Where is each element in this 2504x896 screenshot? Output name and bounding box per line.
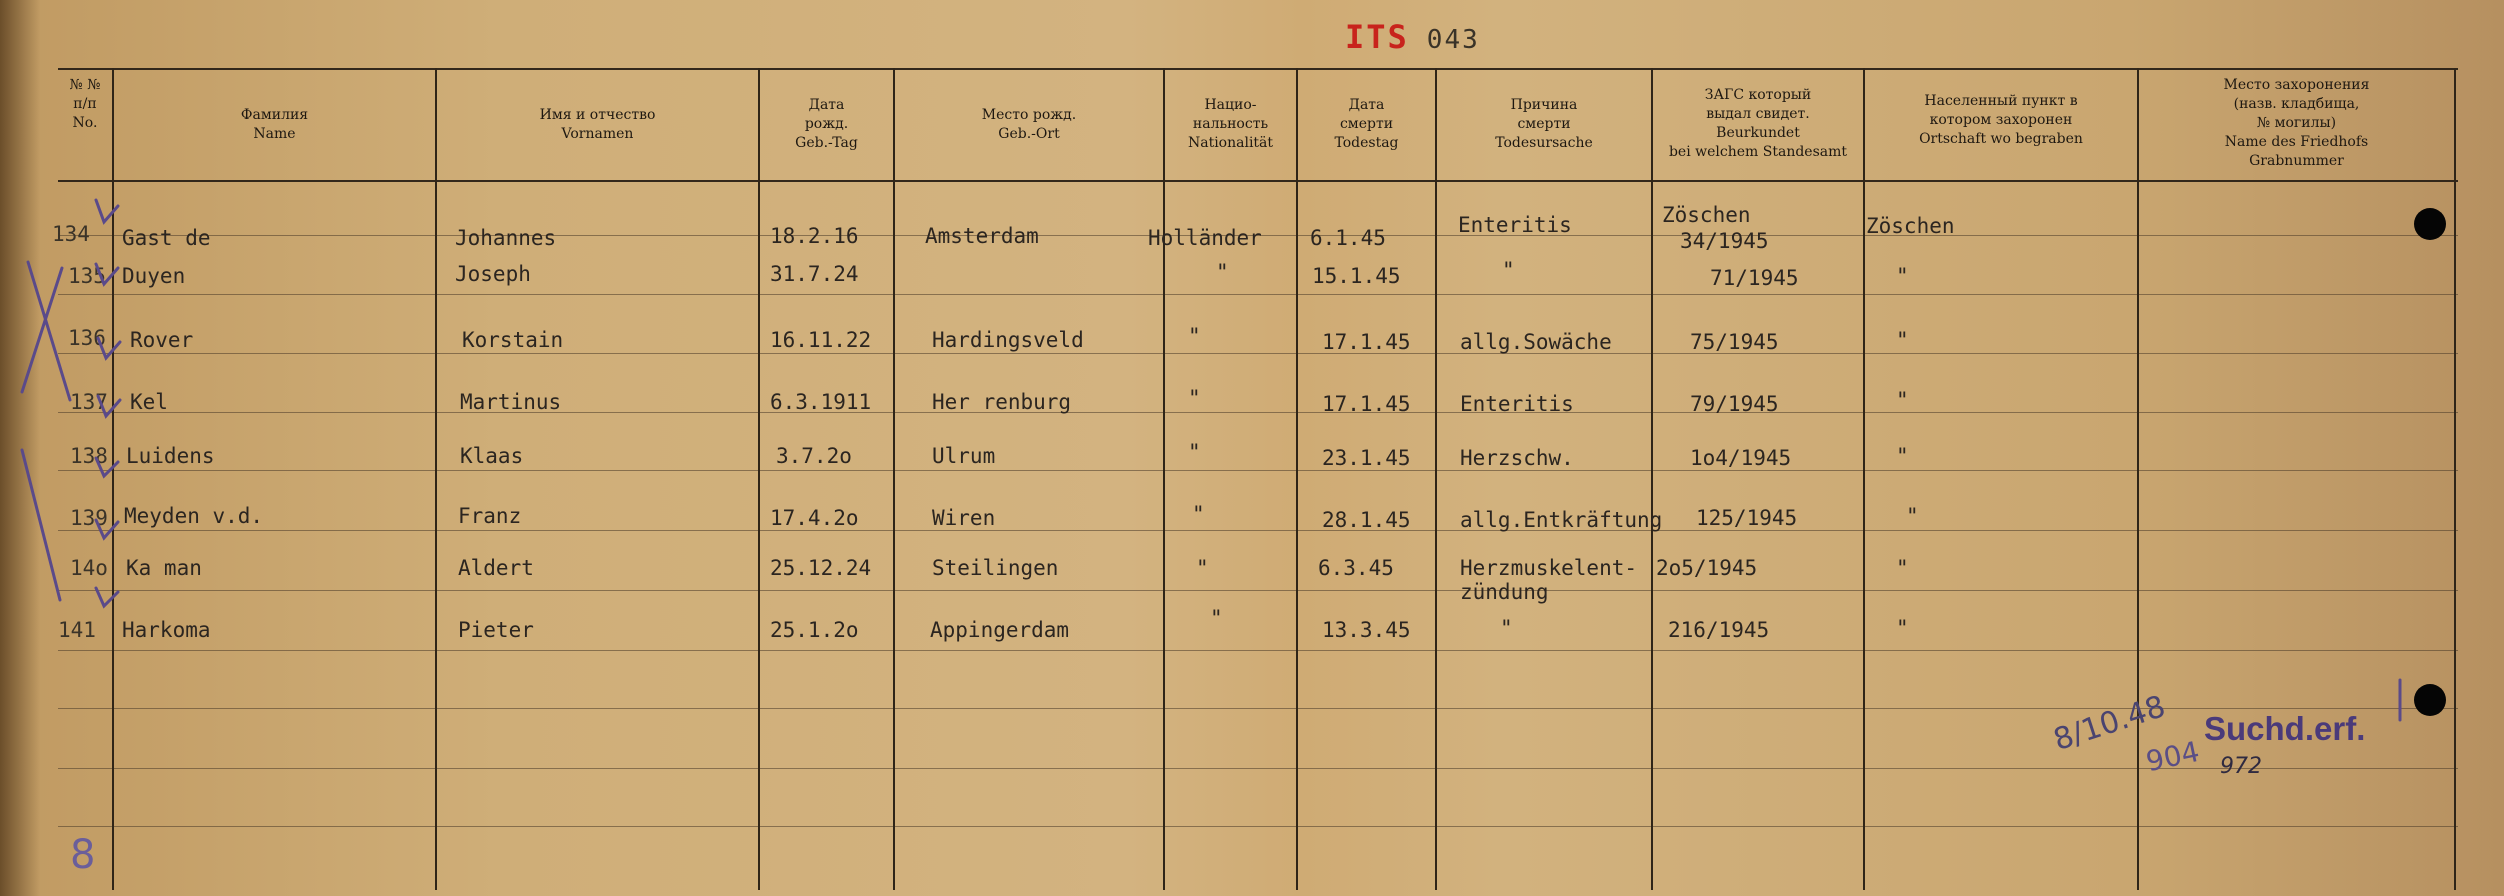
header-death-date-de: Todestag (1334, 135, 1399, 151)
row-buried: Zöschen (1866, 214, 1955, 238)
row-buried: " (1896, 388, 1909, 412)
row-surname: Duyen (122, 264, 186, 288)
row-nationality: " (1188, 440, 1201, 464)
row-number: 137 (70, 390, 108, 414)
row-nationality: " (1192, 502, 1205, 526)
row-buried: " (1896, 444, 1909, 468)
suchd-erf-stamp: Suchd.erf. (2204, 710, 2366, 747)
row-number: 141 (58, 618, 96, 642)
row-birth-date: 31.7.24 (770, 262, 859, 286)
row-firstname: Korstain (462, 328, 564, 352)
row-birth-place: Ulrum (932, 444, 996, 468)
row-cause: Enteritis (1460, 392, 1574, 416)
row-birth-place: Her renburg (932, 390, 1072, 414)
check-mark-icon (96, 588, 118, 606)
row-registry: 34/1945 (1680, 229, 1769, 253)
row-buried: " (1906, 504, 1919, 528)
row-number: 14o (70, 556, 108, 580)
row-nationality: " (1216, 260, 1229, 284)
row-cause: Enteritis (1458, 213, 1572, 237)
header-grave-de: Name des Friedhofs Grabnummer (2224, 134, 2369, 169)
header-firstname-de: Vornamen (561, 126, 634, 142)
row-surname: Ka man (126, 556, 202, 580)
row-nationality: " (1196, 556, 1209, 580)
row-registry: 79/1945 (1690, 392, 1779, 416)
row-death-date: 23.1.45 (1322, 446, 1411, 470)
check-mark-icon (96, 200, 118, 222)
check-mark-icon (98, 338, 120, 358)
header-no-ru: № № п/п (69, 77, 101, 112)
cross-out-stroke (22, 268, 62, 392)
row-number: 139 (70, 506, 108, 530)
row-birth-place: Wiren (932, 506, 996, 530)
header-burial-place-ru: Населенный пункт в котором захоронен (1924, 93, 2078, 128)
header-name-de: Name (253, 126, 296, 142)
header-nationality-de: Nationalität (1187, 135, 1274, 151)
row-number: 134 (52, 222, 90, 246)
row-surname: Kel (130, 390, 168, 414)
its-stamp-label: ITS (1345, 18, 1409, 56)
row-birth-date: 3.7.2o (776, 444, 852, 468)
row-firstname: Johannes (455, 226, 557, 250)
header-birth-place-ru: Место рожд. (981, 107, 1077, 123)
row-cause: Herzmuskelent- zündung (1460, 556, 1638, 604)
row-nationality: Holländer (1148, 226, 1262, 250)
row-birth-place: Hardingsveld (932, 328, 1084, 352)
handwritten-date: 8/10.48 (2049, 689, 2170, 758)
row-birth-place: Appingerdam (930, 618, 1070, 642)
row-birth-date: 17.4.2o (770, 506, 859, 530)
header-no-de: No. (72, 115, 98, 131)
row-death-date: 13.3.45 (1322, 618, 1411, 642)
cross-out-stroke (28, 262, 70, 400)
row-number: 138 (70, 444, 108, 468)
row-firstname: Martinus (460, 390, 562, 414)
check-mark-icon (96, 520, 118, 538)
row-birth-date: 16.11.22 (770, 328, 872, 352)
header-name-ru: Фамилия (240, 107, 309, 123)
header-registry-de: Beurkundet bei welchem Standesamt (1668, 125, 1848, 160)
row-number: 135 (68, 264, 106, 288)
check-mark-icon (96, 264, 118, 284)
row-death-date: 17.1.45 (1322, 392, 1411, 416)
cross-out-stroke (22, 450, 60, 600)
punch-hole (2414, 208, 2446, 240)
row-buried: " (1896, 616, 1909, 640)
row-cause: allg.Sowäche (1460, 330, 1612, 354)
row-birth-date: 18.2.16 (770, 224, 859, 248)
handwritten-corner-mark: 8 (70, 832, 96, 878)
punch-hole (2414, 684, 2446, 716)
handwritten-972: 972 (2220, 754, 2262, 779)
row-registry: 125/1945 (1696, 506, 1798, 530)
row-cause: " (1502, 258, 1515, 282)
row-death-date: 15.1.45 (1312, 264, 1401, 288)
row-nationality: " (1188, 386, 1201, 410)
row-surname: Gast de (122, 226, 211, 250)
row-surname: Luidens (126, 444, 215, 468)
row-birth-date: 25.1.2o (770, 618, 859, 642)
row-registry: 75/1945 (1690, 330, 1779, 354)
handwritten-904: 904 (2143, 734, 2203, 779)
row-registry-place: Zöschen (1662, 203, 1751, 227)
row-death-date: 6.3.45 (1318, 556, 1394, 580)
row-buried: " (1896, 264, 1909, 288)
row-nationality: " (1188, 324, 1201, 348)
header-burial-place-de: Ortschaft wo begraben (1919, 131, 2083, 147)
header-cause-ru: Причина смерти (1510, 97, 1578, 132)
row-firstname: Klaas (460, 444, 524, 468)
row-registry: 2o5/1945 (1656, 556, 1758, 580)
row-surname: Rover (130, 328, 194, 352)
row-cause: allg.Entkräftung (1460, 508, 1663, 532)
its-stamp-number: 043 (1426, 25, 1480, 55)
row-registry: 71/1945 (1710, 266, 1799, 290)
header-registry-ru: ЗАГС который выдал свидет. (1704, 87, 1812, 122)
header-grave-ru: Место захоронения (назв. кладбища, № могилы) (2223, 77, 2370, 131)
header-nationality-ru: Нацио- нальность (1192, 97, 1269, 132)
row-birth-date: 6.3.1911 (770, 390, 872, 414)
row-firstname: Pieter (458, 618, 534, 642)
row-surname: Harkoma (122, 618, 211, 642)
row-number: 136 (68, 326, 106, 350)
row-nationality: " (1210, 606, 1223, 630)
check-mark-icon (96, 458, 118, 476)
row-registry: 216/1945 (1668, 618, 1770, 642)
header-cause-de: Todesursache (1495, 135, 1593, 151)
row-birth-date: 25.12.24 (770, 556, 872, 580)
header-birth-place-de: Geb.-Ort (998, 126, 1060, 142)
header-death-date-ru: Дата смерти (1339, 97, 1394, 132)
row-buried: " (1896, 328, 1909, 352)
row-cause: " (1500, 616, 1513, 640)
row-firstname: Aldert (458, 556, 534, 580)
row-birth-place: Steilingen (932, 556, 1059, 580)
header-birth-date-ru: Дата рожд. (804, 97, 849, 132)
row-registry: 1o4/1945 (1690, 446, 1792, 470)
row-cause: Herzschw. (1460, 446, 1574, 470)
row-birth-place: Amsterdam (925, 224, 1039, 248)
header-firstname-ru: Имя и отчество (539, 107, 656, 123)
row-death-date: 17.1.45 (1322, 330, 1411, 354)
header-birth-date-de: Geb.-Tag (795, 135, 858, 151)
row-buried: " (1896, 556, 1909, 580)
row-death-date: 28.1.45 (1322, 508, 1411, 532)
row-firstname: Joseph (455, 262, 531, 286)
check-mark-icon (98, 396, 120, 416)
row-firstname: Franz (458, 504, 522, 528)
row-death-date: 6.1.45 (1310, 226, 1386, 250)
row-surname: Meyden v.d. (124, 504, 264, 528)
